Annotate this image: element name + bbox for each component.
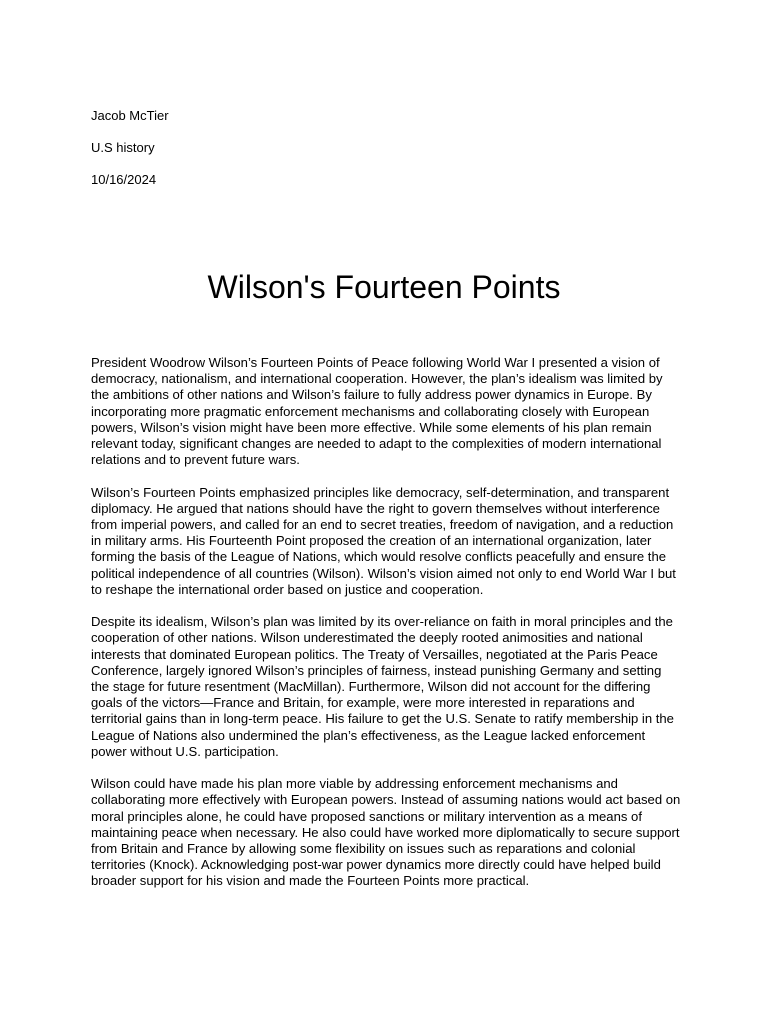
document-title: Wilson's Fourteen Points [207,269,561,305]
document-date: 10/16/2024 [91,172,157,187]
document-body [91,355,681,906]
course-name: U.S history [91,140,155,155]
paragraph-introduction: President Woodrow Wilson’s Fourteen Points of Peace following World War I presented a vision of democracy, nationalism, and international cooperation. However, the plan’s idealism was limited by the ambitions of other nations and Wilson’s failure to fully address power dynamics in Europe. By incorporating more pragmatic enforcement mechanisms and collaborating closely with European powers, Wilson’s vision might have been more effective. While some elements of his plan remain relevant today, significant changes are needed to adapt to the complexities of modern international relations and to prevent future wars. [91,355,663,468]
document-header [91,108,169,204]
paragraph-principles: Wilson’s Fourteen Points emphasized principles like democracy, self-determination, and transparent diplomacy. He argued that nations should have the right to govern themselves without interference from imperial powers, and called for an end to secret treaties, freedom of navigation, and a reduction in military arms. His Fourteenth Point proposed the creation of an international organization, later forming the basis of the League of Nations, which would resolve conflicts peacefully and ensure the political independence of all countries (Wilson). Wilson’s vision aimed not only to end World War I but to reshape the international order based on justice and cooperation. [91,484,676,597]
paragraph-limitations: Despite its idealism, Wilson’s plan was limited by its over-reliance on faith in moral principles and the cooperation of other nations. Wilson underestimated the deeply rooted animosities and national interests that dominated European politics. The Treaty of Versailles, negotiated at the Paris Peace Conference, largely ignored Wilson’s principles of fairness, instead punishing Germany and setting the stage for future resentment (MacMillan). Furthermore, Wilson did not account for the differing goals of the victors—France and Britain, for example, were more interested in reparations and territorial gains than in long-term peace. His failure to get the U.S. Senate to ratify membership in the League of Nations also undermined the plan’s effectiveness, as the League lacked enforcement power without U.S. participation. [91,614,674,759]
paragraph-improvements: Wilson could have made his plan more viable by addressing enforcement mechanisms and collaborating more effectively with European powers. Instead of assuming nations would act based on moral principles alone, he could have proposed sanctions or military intervention as a means of maintaining peace when necessary. He also could have worked more diplomatically to secure support from Britain and France by allowing some flexibility on issues such as reparations and colonial territories (Knock). Acknowledging post-war power dynamics more directly could have helped build broader support for his vision and made the Fourteen Points more practical. [91,776,681,889]
author-name: Jacob McTier [91,108,169,123]
